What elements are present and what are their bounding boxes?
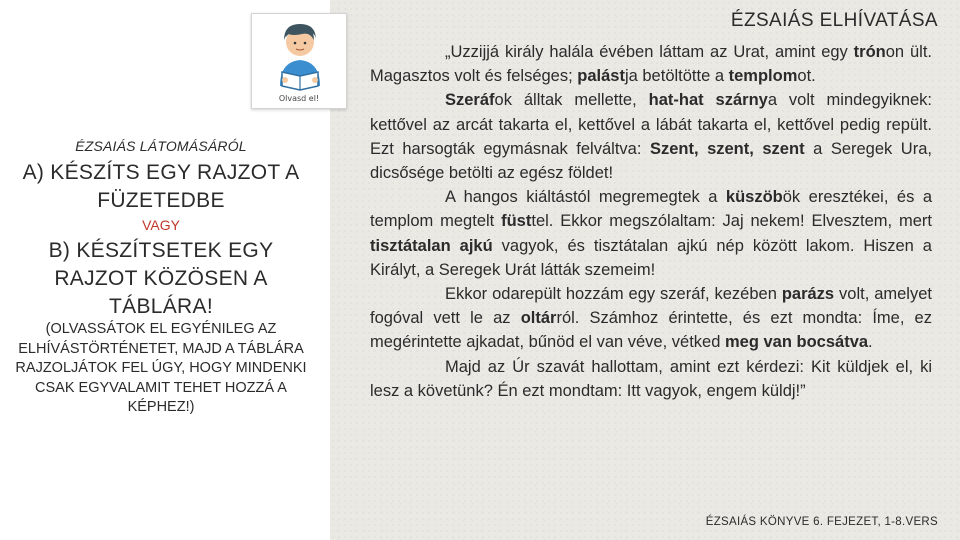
highlighted-word: Szeráf — [445, 91, 495, 110]
passage-paragraph — [370, 355, 932, 403]
passage-text: Majd az Úr szavát hallottam, amint ezt kérdezi: Kit küldjek el, ki lesz a követünk? Én ezt mondtam: Itt vagyok, engem küldj!” — [370, 357, 932, 400]
passage-text: on ült. Magasztos volt és felséges; — [370, 43, 932, 86]
passage-text: ot. — [797, 67, 816, 86]
highlighted-word: palást — [577, 67, 625, 86]
passage-text: a Seregek Ura, dicsősége betölti az egész földet! — [370, 139, 932, 183]
passage-text: volt, amelyet fogóval vett le az — [370, 285, 932, 328]
highlighted-word: füst — [501, 212, 532, 231]
highlighted-word: tisztátalan ajkú — [370, 236, 493, 255]
passage-paragraph — [370, 185, 932, 282]
passage-paragraph — [370, 40, 932, 88]
passage-text: vagyok, és tisztátalan ajkú nép között lakom. Hiszen a Királyt, a Seregek Urát látták szemeim! — [370, 236, 932, 279]
passage-paragraph — [370, 282, 932, 355]
highlighted-word: küszöb — [725, 188, 783, 207]
illustration — [251, 13, 347, 109]
highlighted-word: parázs — [781, 285, 835, 304]
passage-text: tel. Ekkor megszólaltam: Jaj nekem! Elvesztem, mert — [531, 212, 932, 231]
highlighted-word: Szent, szent, szent — [649, 139, 805, 158]
highlighted-word: templom — [728, 67, 798, 86]
passage-title: ÉZSAIÁS ELHÍVATÁSA — [730, 10, 938, 31]
passage-text: Ekkor odarepült hozzám egy szeráf, kezében — [445, 285, 782, 304]
bible-passage — [370, 40, 932, 403]
highlighted-word: oltár — [520, 309, 557, 328]
highlighted-word: trón — [853, 43, 886, 61]
passage-text: a volt mindegyiknek: kettővel az arcát takarta el, kettővel a lábát takarta el, kettővel pedig repült. Ezt harsogták egymásnak felváltva: — [370, 91, 933, 158]
task-b: B) KÉSZÍTSETEK EGY RAJZOT KÖZÖSEN A TÁBLÁRA! — [48, 239, 274, 318]
task-a: A) KÉSZÍTS EGY RAJZOT A FÜZETEDBE — [22, 161, 300, 212]
passage-text: A hangos kiáltástól megremegtek a — [445, 188, 726, 207]
passage-text: ök eresztékei, és a templom megtelt — [370, 188, 932, 231]
highlighted-word: meg van bocsátva — [724, 333, 869, 352]
passage-text: ok álltak mellette, — [494, 91, 649, 110]
task-instructions: (OLVASSÁTOK EL EGYÉNILEG AZ ELHÍVÁSTÖRTÉNETET, MAJD A TÁBLÁRA RAJZOLJÁTOK FEL ÚGY, HOGY MINDENKI CSAK EGYVALAMIT TEHET HOZZÁ A KÉPHEZ!) — [15, 321, 307, 415]
passage-text: ja betöltötte a — [624, 67, 729, 86]
or-label: VAGY — [142, 217, 180, 233]
highlighted-word: hat-hat szárny — [648, 91, 768, 110]
task-subtitle: ÉZSAIÁS LÁTOMÁSÁRÓL — [75, 138, 247, 154]
scripture-reference: ÉZSAIÁS KÖNYVE 6. FEJEZET, 1-8.VERS — [705, 516, 938, 528]
passage-paragraph — [370, 88, 932, 185]
passage-text: ról. Számhoz érintette, és ezt mondta: Íme, ez megérintette ajkadat, bűnöd el van véve, vétked — [370, 309, 932, 352]
passage-text: . — [868, 333, 873, 352]
passage-text: „Uzzijjá király halála évében láttam az Urat, amint egy — [445, 43, 854, 61]
illustration-caption: Olvasd el! — [278, 94, 320, 103]
